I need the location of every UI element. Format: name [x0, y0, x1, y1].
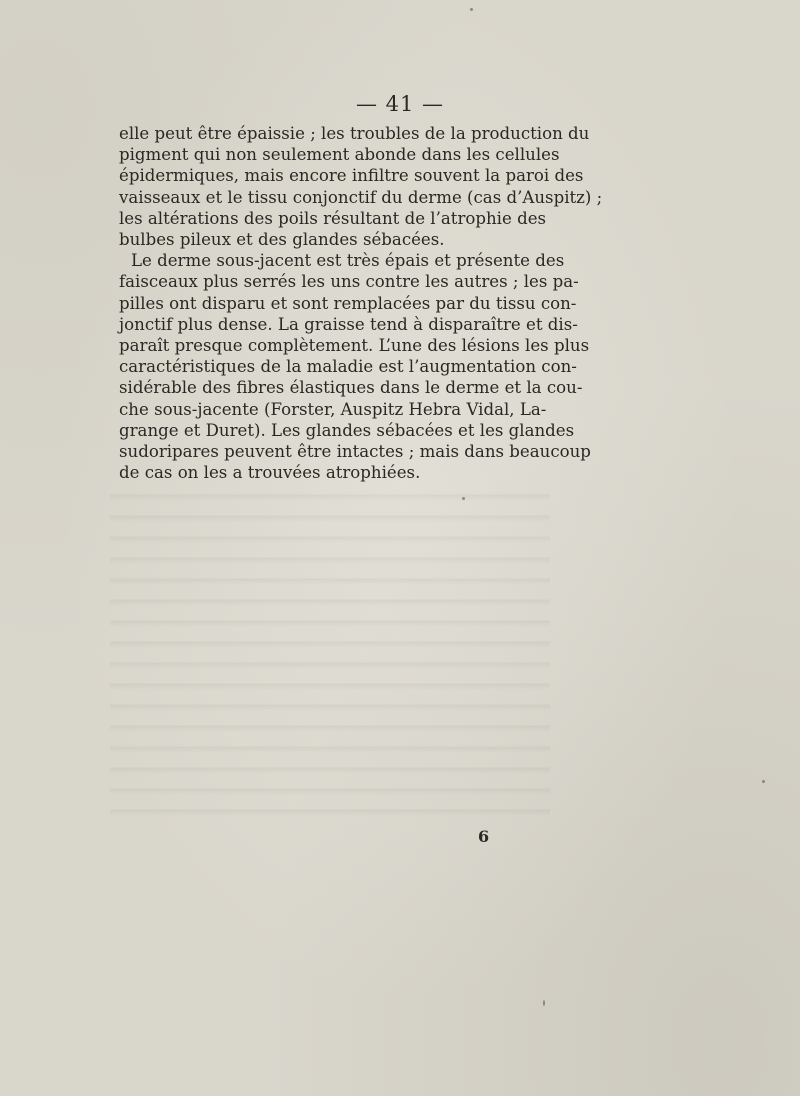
text-line: che sous-jacente (Forster, Auspitz Hebra Vidal, La-: [119, 399, 547, 419]
page-number: — 41 —: [355, 92, 445, 116]
body-text: [119, 123, 603, 483]
text-line: de cas on les a trouvées atrophiées.: [119, 463, 421, 483]
text-line: épidermiques, mais encore infiltre souvent la paroi des: [119, 166, 584, 186]
text-line: faisceaux plus serrés les uns contre les autres ; les pa-: [119, 272, 579, 292]
text-line: Le derme sous-jacent est très épais et présente des: [131, 251, 565, 271]
text-line: caractéristiques de la maladie est l’augmentation con-: [119, 357, 577, 377]
text-line: jonctif plus dense. La graisse tend à disparaître et dis-: [119, 314, 578, 334]
paragraph-2: [119, 250, 591, 483]
paper-speck: [543, 1000, 545, 1006]
signature-mark: 6: [478, 827, 490, 846]
text-line: bulbes pileux et des glandes sébacées.: [119, 230, 445, 250]
paper-speck: [762, 780, 765, 783]
text-line: sidérable des fibres élastiques dans le derme et la cou-: [119, 378, 583, 398]
text-line: elle peut être épaissie ; les troubles de la production du: [119, 124, 590, 143]
paper-speck: [470, 8, 473, 11]
text-line: paraît presque complètement. L’une des lésions les plus: [119, 336, 590, 356]
paper-speck: [462, 497, 465, 500]
text-line: grange et Duret). Les glandes sébacées et les glandes: [119, 420, 575, 440]
text-line: les altérations des poils résultant de l’atrophie des: [119, 208, 547, 228]
paragraph-1: [119, 123, 603, 250]
text-line: sudoripares peuvent être intactes ; mais dans beaucoup: [119, 442, 591, 462]
text-line: vaisseaux et le tissu conjonctif du derme (cas d’Auspitz) ;: [119, 187, 603, 207]
show-through-text: [110, 480, 550, 830]
text-line: pigment qui non seulement abonde dans les cellules: [119, 145, 560, 165]
text-line: pilles ont disparu et sont remplacées par du tissu con-: [119, 293, 577, 313]
